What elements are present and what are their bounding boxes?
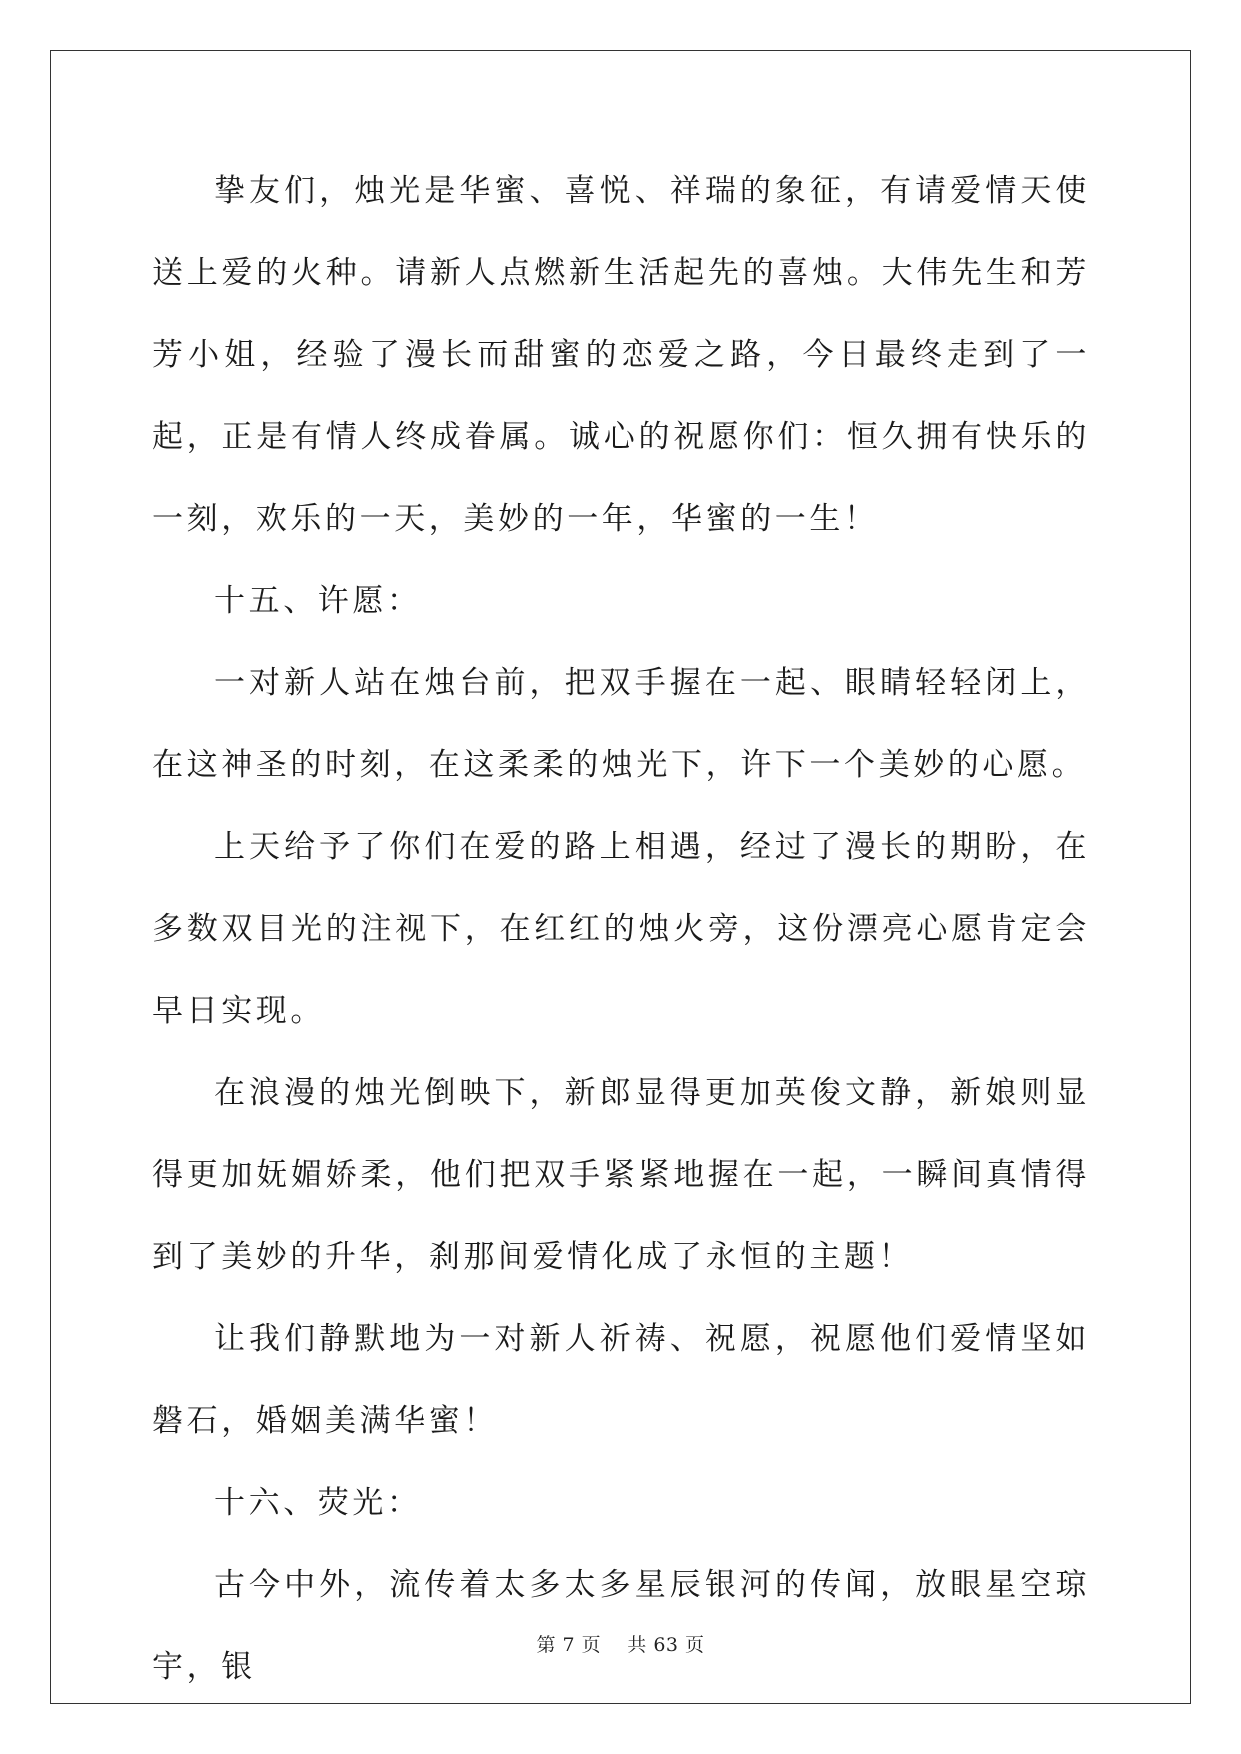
paragraph-wish-blessing: 上天给予了你们在爱的路上相遇，经过了漫长的期盼，在多数双目光的注视下，在红红的烛火旁，这份漂亮心愿肯定会早日实现。 xyxy=(152,829,1090,1029)
page-number: 第 7 页 xyxy=(536,1634,602,1656)
paragraph-candlelight-scene: 在浪漫的烛光倒映下，新郎显得更加英俊文静，新娘则显得更加妩媚娇柔，他们把双手紧紧地握在一起，一瞬间真情得到了美妙的升华，刹那间爱情化成了永恒的主题！ xyxy=(152,1075,1090,1275)
section-heading-wish: 十五、许愿： xyxy=(214,583,422,619)
paragraph-wish-ritual: 一对新人站在烛台前，把双手握在一起、眼睛轻轻闭上，在这神圣的时刻，在这柔柔的烛光下，许下一个美妙的心愿。 xyxy=(152,665,1090,783)
page-total: 共 63 页 xyxy=(627,1634,705,1656)
paragraph-prayer: 让我们静默地为一对新人祈祷、祝愿，祝愿他们爱情坚如磐石，婚姻美满华蜜！ xyxy=(152,1321,1090,1439)
section-heading-fluorescence: 十六、荧光： xyxy=(214,1485,422,1521)
paragraph-candle-lighting: 挚友们，烛光是华蜜、喜悦、祥瑞的象征，有请爱情天使送上爱的火种。请新人点燃新生活起先的喜烛。大伟先生和芳芳小姐，经验了漫长而甜蜜的恋爱之路，今日最终走到了一起，正是有情人终成眷属。诚心的祝愿你们：恒久拥有快乐的一刻，欢乐的一天，美妙的一年，华蜜的一生！ xyxy=(152,173,1090,537)
paragraph-stars-legend: 古今中外，流传着太多太多星辰银河的传闻，放眼星空琼宇，银 xyxy=(152,1567,1090,1685)
document-body xyxy=(152,150,1090,1708)
page-footer xyxy=(0,1630,1241,1657)
